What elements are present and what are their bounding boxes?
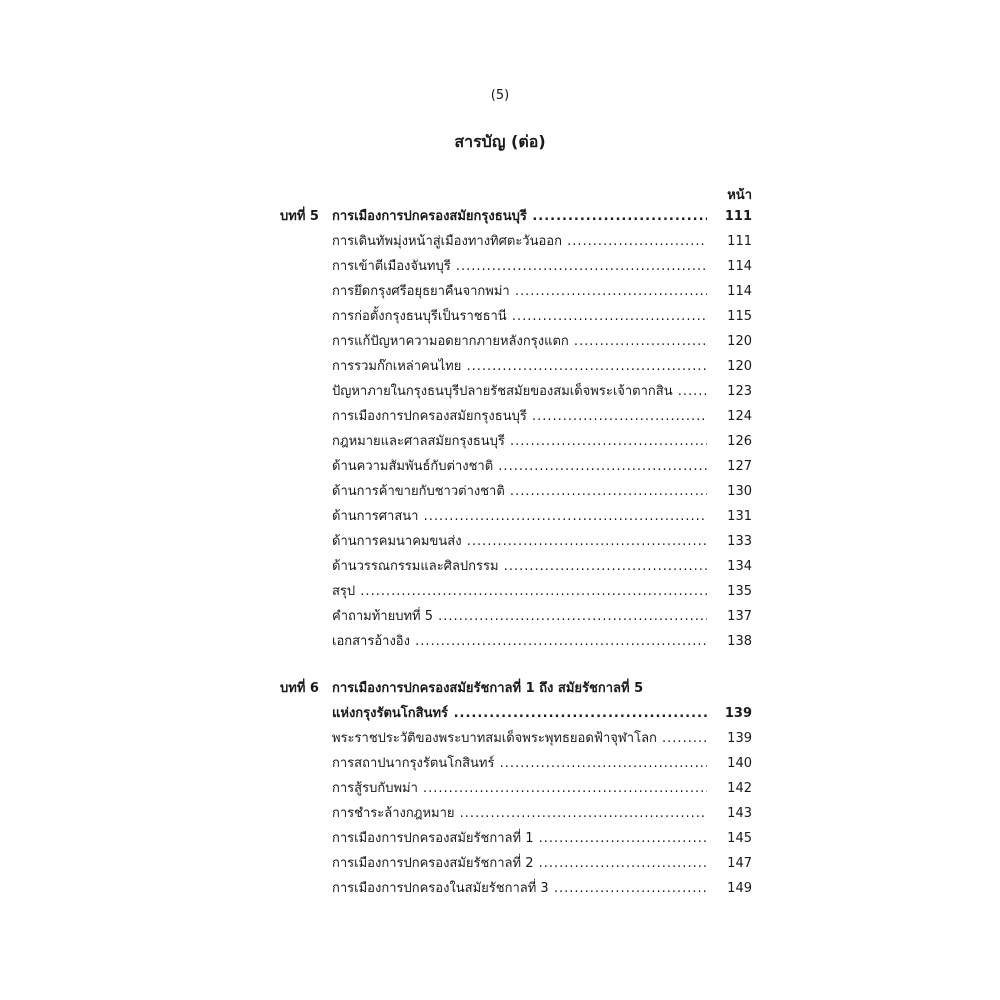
toc-entry	[0, 556, 1000, 578]
toc-entry-text: การเข้าตีเมืองจันทบุรี .....	[332, 256, 707, 278]
toc-entry-page: 115	[727, 309, 752, 324]
toc-entry	[0, 281, 1000, 303]
chapter-page-number: 111	[724, 209, 752, 224]
toc-entry	[0, 728, 1000, 750]
toc-entry	[0, 456, 1000, 478]
toc-entry-page: 143	[727, 806, 752, 821]
toc-entry-text: การชำระล้างกฎหมาย .....	[332, 803, 707, 825]
toc-entry	[0, 406, 1000, 428]
toc-entry	[0, 481, 1000, 503]
chapter-title: แห่งกรุงรัตนโกสินทร์ .....	[332, 703, 707, 725]
toc-entry-text: ด้านการคมนาคมขนส่ง .....	[332, 531, 707, 553]
toc-entry	[0, 828, 1000, 850]
toc-entry-page: 149	[727, 881, 752, 896]
toc-entry-text: การแก้ปัญหาความอดยากภายหลังกรุงแตก .....	[332, 331, 707, 353]
toc-entry-text: การรวมก๊กเหล่าคนไทย .....	[332, 356, 707, 378]
toc-entry-page: 142	[727, 781, 752, 796]
toc-entry-page: 124	[727, 409, 752, 424]
toc-entry-page: 134	[727, 559, 752, 574]
page-column-label: หน้า	[727, 188, 752, 203]
toc-entry	[0, 778, 1000, 800]
toc-entry-text: การเดินทัพมุ่งหน้าสู่เมืองทางทิศตะวันออก .....	[332, 231, 707, 253]
toc-entry-text: การเมืองการปกครองสมัยรัชกาลที่ 2 .....	[332, 853, 707, 875]
toc-entry	[0, 581, 1000, 603]
toc-entry-page: 120	[727, 359, 752, 374]
chapter-label: บทที่ 5	[280, 209, 319, 224]
toc-entry	[0, 306, 1000, 328]
toc-entry	[0, 606, 1000, 628]
toc-entry	[0, 506, 1000, 528]
page-number: (5)	[490, 88, 510, 103]
chapter-title: การเมืองการปกครองสมัยกรุงธนบุรี .....	[332, 206, 707, 228]
toc-entry-text: พระราชประวัติของพระบาทสมเด็จพระพุทธยอดฟ้าจุฬาโลก .....	[332, 728, 707, 750]
toc-entry-page: 127	[727, 459, 752, 474]
toc-entry-text: คำถามท้ายบทที่ 5 .....	[332, 606, 707, 628]
toc-entry-text: ปัญหาภายในกรุงธนบุรีปลายรัชสมัยของสมเด็จพระเจ้าตากสิน .....	[332, 381, 707, 403]
toc-entry-text: ด้านวรรณกรรมและศิลปกรรม .....	[332, 556, 707, 578]
chapter-heading-line	[0, 678, 1000, 700]
toc-entry	[0, 753, 1000, 775]
toc-entry-page: 114	[727, 259, 752, 274]
toc-entry-page: 114	[727, 284, 752, 299]
toc-entry-page: 133	[727, 534, 752, 549]
toc-entry-page: 140	[727, 756, 752, 771]
chapter-heading-line	[0, 206, 1000, 228]
chapter-title: การเมืองการปกครองสมัยรัชกาลที่ 1 ถึง สมัยรัชกาลที่ 5	[332, 681, 644, 696]
toc-entry-text: การสถาปนากรุงรัตนโกสินทร์ .....	[332, 753, 707, 775]
chapter-heading-line	[0, 703, 1000, 725]
toc-entry	[0, 231, 1000, 253]
toc-entry-text: การเมืองการปกครองสมัยรัชกาลที่ 1 .....	[332, 828, 707, 850]
toc-entry-page: 123	[727, 384, 752, 399]
toc-entry	[0, 381, 1000, 403]
toc-entry	[0, 256, 1000, 278]
toc-entry	[0, 803, 1000, 825]
toc-entry	[0, 431, 1000, 453]
toc-entry-page: 138	[727, 634, 752, 649]
toc-entry-page: 145	[727, 831, 752, 846]
toc-entry	[0, 356, 1000, 378]
toc-entry-page: 130	[727, 484, 752, 499]
toc-entry-page: 120	[727, 334, 752, 349]
toc-entry-page: 135	[727, 584, 752, 599]
page-title: สารบัญ (ต่อ)	[454, 132, 546, 151]
toc-entry-text: สรุป .....	[332, 581, 707, 603]
toc-entry	[0, 853, 1000, 875]
toc-entry-page: 131	[727, 509, 752, 524]
toc-entry-text: การสู้รบกับพม่า .....	[332, 778, 707, 800]
toc-entry-page: 111	[727, 234, 752, 249]
toc-entry-text: ด้านความสัมพันธ์กับต่างชาติ .....	[332, 456, 707, 478]
toc-entry	[0, 331, 1000, 353]
toc-entry	[0, 878, 1000, 900]
toc-entry-text: การเมืองการปกครองในสมัยรัชกาลที่ 3 .....	[332, 878, 707, 900]
toc-entry-text: เอกสารอ้างอิง .....	[332, 631, 707, 653]
toc-entry-text: การเมืองการปกครองสมัยกรุงธนบุรี .....	[332, 406, 707, 428]
toc-entry-text: กฎหมายและศาลสมัยกรุงธนบุรี .....	[332, 431, 707, 453]
toc-entry-page: 139	[727, 731, 752, 746]
toc-entry-text: ด้านการศาสนา .....	[332, 506, 707, 528]
toc-entry	[0, 631, 1000, 653]
toc-entry	[0, 531, 1000, 553]
toc-entry-text: ด้านการค้าขายกับชาวต่างชาติ .....	[332, 481, 707, 503]
toc-entry-text: การก่อตั้งกรุงธนบุรีเป็นราชธานี .....	[332, 306, 707, 328]
toc-entry-page: 137	[727, 609, 752, 624]
chapter-label: บทที่ 6	[280, 681, 319, 696]
chapter-page-number: 139	[724, 706, 752, 721]
toc-entry-text: การยึดกรุงศรีอยุธยาคืนจากพม่า .....	[332, 281, 707, 303]
toc-entry-page: 126	[727, 434, 752, 449]
toc-entry-page: 147	[727, 856, 752, 871]
